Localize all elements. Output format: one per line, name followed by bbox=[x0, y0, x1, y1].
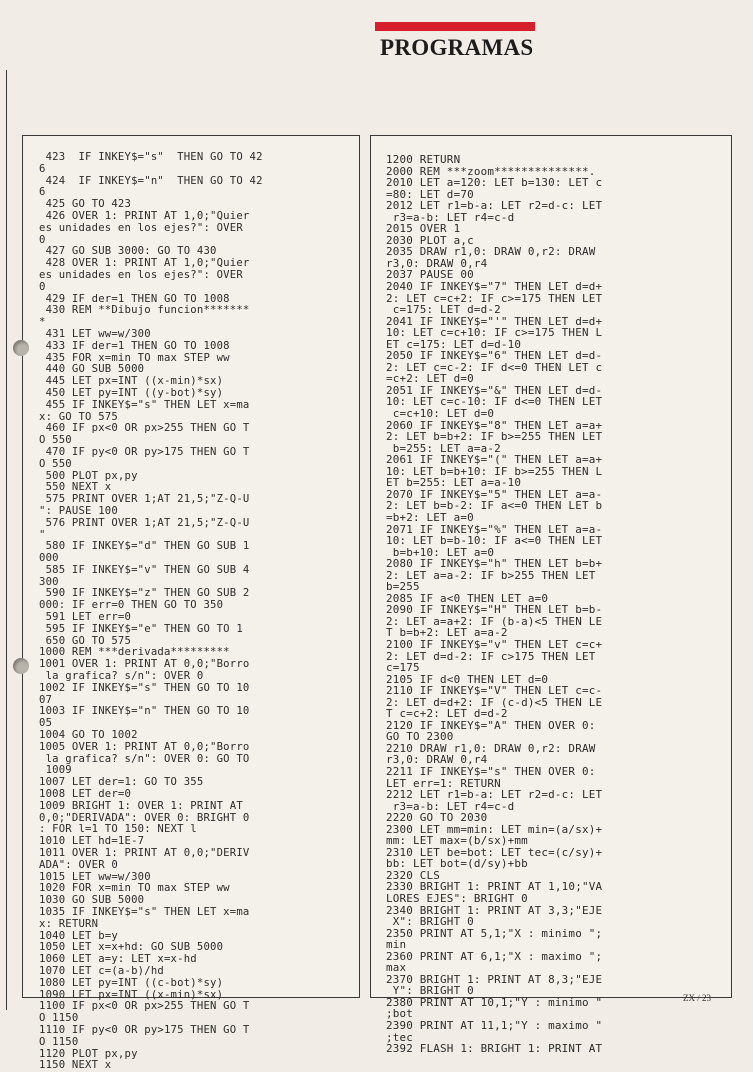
binder-hole-bottom bbox=[13, 658, 29, 674]
code-listing-left: 423 IF INKEY$="s" THEN GO TO 42 6 424 IF INKEY$="n" THEN GO TO 42 6 425 GO TO 423 426 OVER 1: PRINT AT 1,0;"Quier es unidades en los ejes?": OVER 0 427 GO SUB 3000: GO TO 430 428 OVER 1: PRINT AT 1,0;"Quier es unidades en los ejes?": OVER 0 429 IF der=1 THEN GO TO 1008 430 REM **Dibujo funcion******* * 431 LET ww=w/300 433 IF der=1 THEN GO TO 1008 435 FOR x=min TO max STEP ww 440 GO SUB 5000 445 LET px=INT ((x-min)*sx) 450 LET py=INT ((y-bot)*sy) 455 IF INKEY$="s" THEN LET x=ma x: GO TO 575 460 IF px<0 OR px>255 THEN GO T O 550 470 IF py<0 OR py>175 THEN GO T O 550 500 PLOT px,py 550 NEXT x 575 PRINT OVER 1;AT 21,5;"Z-Q-U ": PAUSE 100 576 PRINT OVER 1;AT 21,5;"Z-Q-U " 580 IF INKEY$="d" THEN GO SUB 1 000 585 IF INKEY$="v" THEN GO SUB 4 300 590 IF INKEY$="z" THEN GO SUB 2 000: IF err=0 THEN GO TO 350 591 LET err=0 595 IF INKEY$="e" THEN GO TO 1 650 GO TO 575 1000 REM ***derivada********* 1001 OVER 1: PRINT AT 0,0;"Borro la grafica? s/n": OVER 0 1002 IF INKEY$="s" THEN GO TO 10 07 1003 IF INKEY$="n" THEN GO TO 10 05 1004 GO TO 1002 1005 OVER 1: PRINT AT 0,0;"Borro la grafica? s/n": OVER 0: GO TO 1009 1007 LET der=1: GO TO 355 1008 LET der=0 1009 BRIGHT 1: OVER 1: PRINT AT 0,0;"DERIVADA": OVER 0: BRIGHT 0 : FOR l=1 TO 150: NEXT l 1010 LET hd=1E-7 1011 OVER 1: PRINT AT 0,0;"DERIV ADA": OVER 0 1015 LET ww=w/300 1020 FOR x=min TO max STEP ww 1030 GO SUB 5000 1035 IF INKEY$="s" THEN LET x=ma x: RETURN 1040 LET b=y 1050 LET x=x+hd: GO SUB 5000 1060 LET a=y: LET x=x-hd 1070 LET c=(a-b)/hd 1080 LET py=INT ((c-bot)*sy) 1090 LET px=INT ((x-min)*sx) 1100 IF px<0 OR px>255 THEN GO T O 1150 1110 IF py<0 OR py>175 THEN GO T O 1150 1120 PLOT px,py 1150 NEXT x bbox=[39, 151, 263, 1072]
margin-rule bbox=[6, 70, 7, 1010]
page-folio: ZX / 23 bbox=[683, 993, 711, 1003]
page-title: PROGRAMAS bbox=[380, 35, 534, 60]
binder-hole-top bbox=[13, 340, 29, 356]
listing-column-right bbox=[370, 135, 732, 1056]
header-accent-bar bbox=[375, 22, 535, 31]
code-listing-right: 1200 RETURN 2000 REM ***zoom**************. 2010 LET a=120: LET b=130: LET c =80: LET d=70 2012 LET r1=b-a: LET r2=d-c: LET r3=a-b: LET r4=c-d 2015 OVER 1 2030 PLOT a,c 2035 DRAW r1,0: DRAW 0,r2: DRAW r3,0: DRAW 0,r4 2037 PAUSE 00 2040 IF INKEY$="7" THEN LET d=d+ 2: LET c=c+2: IF c>=175 THEN LET c=175: LET d=d-2 2041 IF INKEY$="'" THEN LET d=d+ 10: LET c=c+10: IF c>=175 THEN L ET c=175: LET d=d-10 2050 IF INKEY$="6" THEN LET d=d- 2: LET c=c-2: IF d<=0 THEN LET c =c+2: LET d=0 2051 IF INKEY$="&" THEN LET d=d- 10: LET c=c-10: IF d<=0 THEN LET c=c+10: LET d=0 2060 IF INKEY$="8" THEN LET a=a+ 2: LET b=b+2: IF b>=255 THEN LET b=255: LET a=a-2 2061 IF INKEY$="(" THEN LET a=a+ 10: LET b=b+10: IF b>=255 THEN L ET b=255: LET a=a-10 2070 IF INKEY$="5" THEN LET a=a- 2: LET b=b-2: IF a<=0 THEN LET b =b+2: LET a=0 2071 IF INKEY$="%" THEN LET a=a- 10: LET b=b-10: IF a<=0 THEN LET b=b+10: LET a=0 2080 IF INKEY$="h" THEN LET b=b+ 2: LET a=a-2: IF b>255 THEN LET b=255 2085 IF a<0 THEN LET a=0 2090 IF INKEY$="H" THEN LET b=b- 2: LET a=a+2: IF (b-a)<5 THEN LE T b=b+2: LET a=a-2 2100 IF INKEY$="v" THEN LET c=c+ 2: LET d=d-2: IF c>175 THEN LET c=175 2105 IF d<0 THEN LET d=0 2110 IF INKEY$="V" THEN LET c=c- 2: LET d=d+2: IF (c-d)<5 THEN LE T c=c+2: LET d=d-2 2120 IF INKEY$="A" THEN OVER 0: GO TO 2300 2210 DRAW r1,0: DRAW 0,r2: DRAW r3,0: DRAW 0,r4 2211 IF INKEY$="s" THEN OVER 0: LET err=1: RETURN 2212 LET r1=b-a: LET r2=d-c: LET r3=a-b: LET r4=c-d 2220 GO TO 2030 2300 LET mm=min: LET min=(a/sx)+ mm: LET max=(b/sx)+mm 2310 LET be=bot: LET tec=(c/sy)+ bb: LET bot=(d/sy)+bb 2320 CLS 2330 BRIGHT 1: PRINT AT 1,10;"VA LORES EJES": BRIGHT 0 2340 BRIGHT 1: PRINT AT 3,3;"EJE X": BRIGHT 0 2350 PRINT AT 5,1;"X : minimo "; min 2360 PRINT AT 6,1;"X : maximo "; max 2370 BRIGHT 1: PRINT AT 8,3;"EJE Y": BRIGHT 0 2380 PRINT AT 10,1;"Y : minimo " ;bot 2390 PRINT AT 11,1;"Y : maximo " ;tec 2392 FLASH 1: BRIGHT 1: PRINT AT bbox=[386, 153, 603, 1056]
listing-column-left bbox=[22, 135, 360, 1072]
